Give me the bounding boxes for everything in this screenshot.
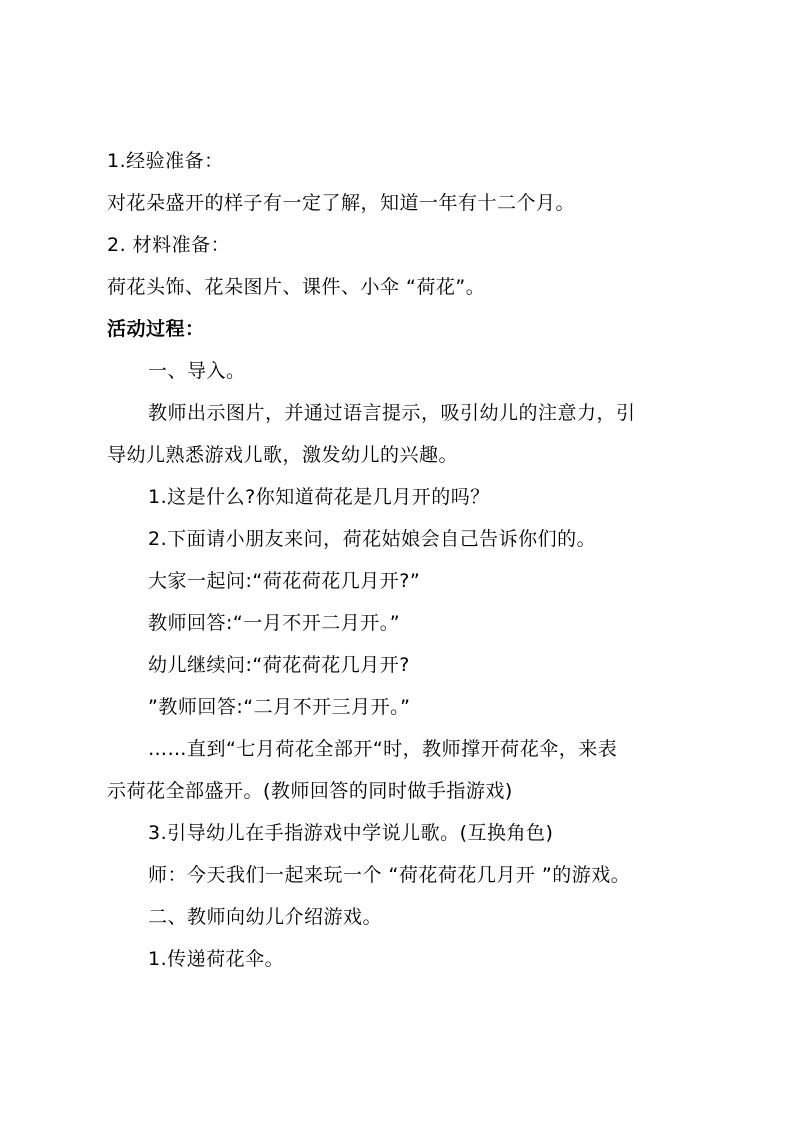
dialog-line-1: 大家一起问:“荷花荷花几月开?” bbox=[148, 570, 421, 592]
section2-title: 二、教师向幼儿介绍游戏。 bbox=[148, 906, 383, 928]
section1-paragraph-line1: 教师出示图片，并通过语言提示，吸引幼儿的注意力，引 bbox=[148, 402, 636, 424]
dialog-line-5: ……直到“七月荷花全部开“时，教师撑开荷花伞，来表 bbox=[148, 738, 618, 760]
material-heading: 2. 材料准备： bbox=[107, 234, 231, 256]
section1-title: 一、导入。 bbox=[148, 360, 246, 382]
section2-item-1: 1.传递荷花伞。 bbox=[148, 948, 285, 970]
experience-heading: 1.经验准备： bbox=[107, 150, 224, 172]
material-text: 荷花头饰、花朵图片、课件、小伞 “荷花”。 bbox=[107, 276, 486, 298]
section1-paragraph-line2: 导幼儿熟悉游戏儿歌，激发幼儿的兴趣。 bbox=[107, 444, 459, 466]
dialog-line-5-continued: 示荷花全部盛开。(教师回答的同时做手指游戏) bbox=[107, 780, 513, 802]
question-2: 2.下面请小朋友来问，荷花姑娘会自己告诉你们的。 bbox=[148, 528, 597, 550]
dialog-line-4: ”教师回答:“二月不开三月开。” bbox=[148, 696, 411, 718]
process-heading: 活动过程： bbox=[107, 318, 205, 340]
teacher-line: 师：今天我们一起来玩一个 “荷花荷花几月开 ”的游戏。 bbox=[148, 864, 631, 886]
experience-text: 对花朵盛开的样子有一定了解，知道一年有十二个月。 bbox=[107, 192, 576, 214]
step-3: 3.引导幼儿在手指游戏中学说儿歌。(互换角色) bbox=[148, 822, 554, 844]
question-1: 1.这是什么?你知道荷花是几月开的吗？ bbox=[148, 486, 490, 508]
dialog-line-3: 幼儿继续问:“荷花荷花几月开? bbox=[148, 654, 410, 676]
dialog-line-2: 教师回答:“一月不开二月开。” bbox=[148, 612, 401, 634]
